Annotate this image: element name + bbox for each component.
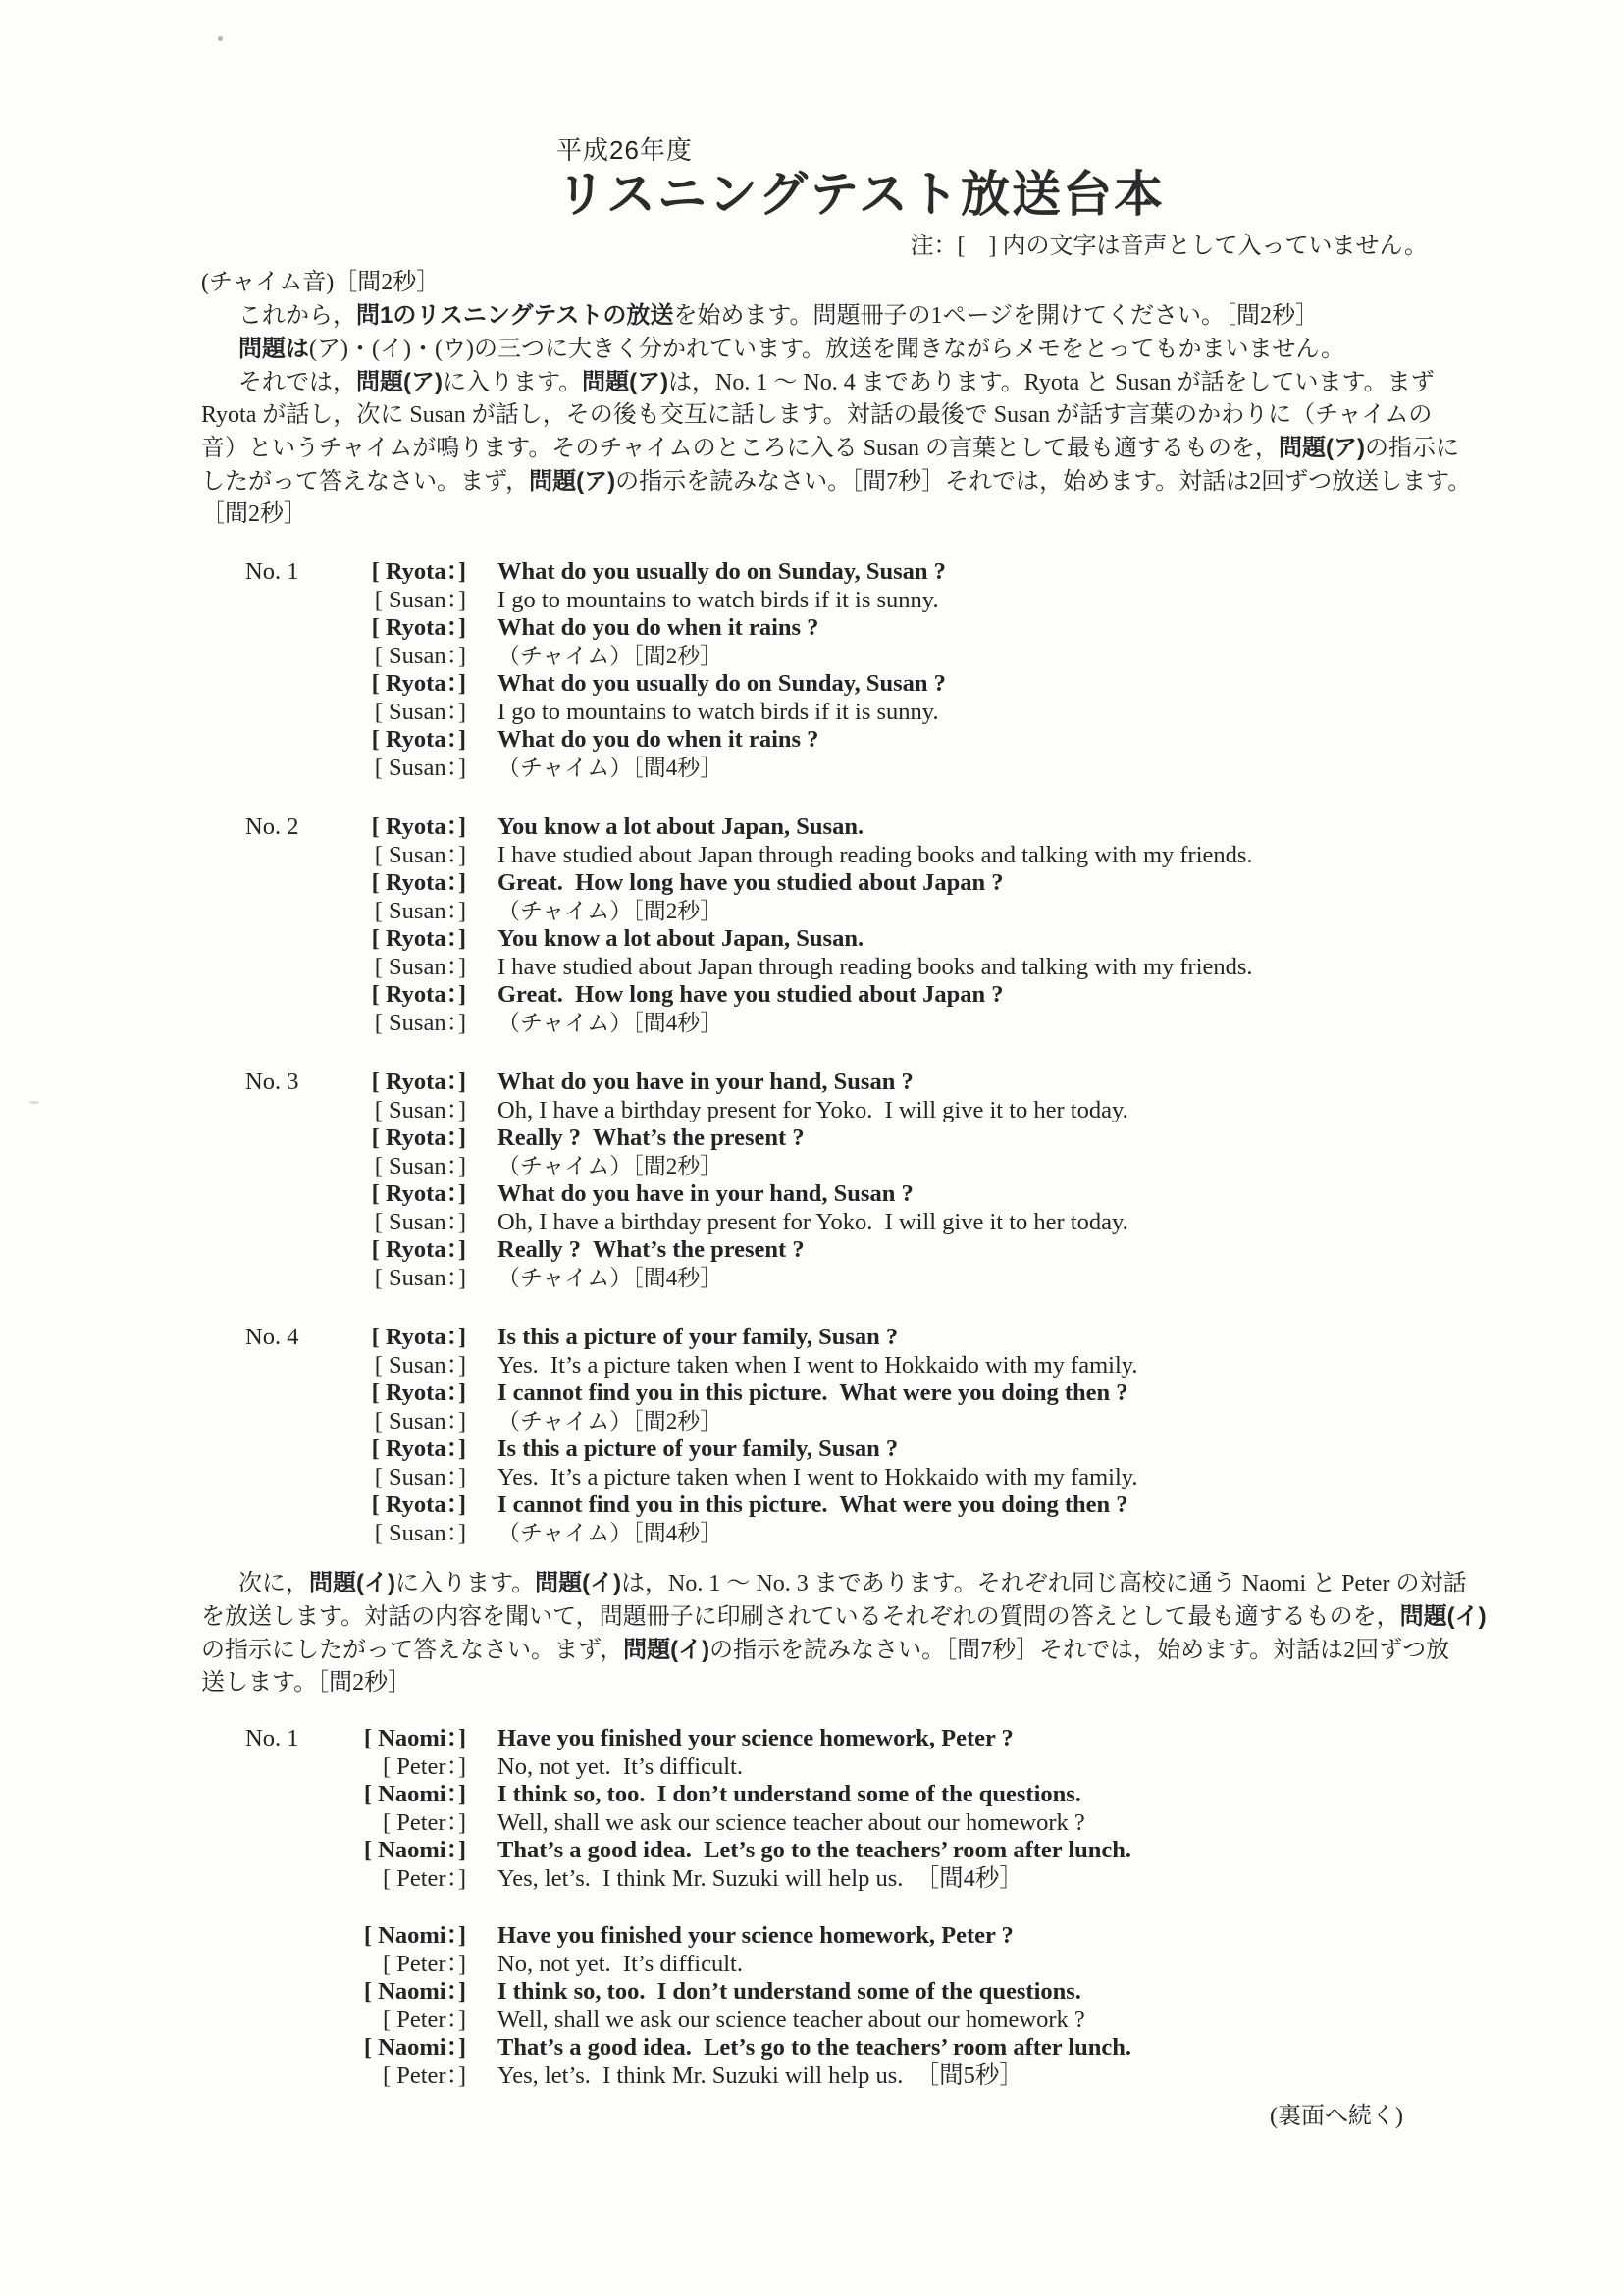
emphasized-text: 問1のリスニングテストの放送 bbox=[356, 302, 674, 329]
paragraph-text: 音）というチャイムが鳴ります。そのチャイムのところに入る Susan の言葉として最も適するものを， bbox=[201, 436, 1279, 461]
speaker-label: [ Susan：] bbox=[374, 754, 466, 781]
dialogue-row bbox=[201, 2034, 1428, 2062]
speaker-label: [ Ryota：] bbox=[371, 1324, 466, 1350]
dialogue-row bbox=[201, 1408, 1428, 1436]
dialogue-row bbox=[201, 1180, 1428, 1209]
scan-artifact bbox=[29, 1101, 39, 1104]
dialogue-row bbox=[201, 670, 1428, 699]
dialogue-row bbox=[201, 1464, 1428, 1492]
dialogue-text: I cannot find you in this picture. What were you doing then ? bbox=[497, 1380, 1128, 1406]
emphasized-text: 問題(ア) bbox=[582, 369, 669, 395]
dialogue-text: I think so, too. I don’t understand some of the questions. bbox=[497, 1781, 1081, 1807]
dialogue-block bbox=[201, 1324, 1428, 1547]
dialogue-text: What do you have in your hand, Susan ? bbox=[497, 1180, 914, 1207]
speaker-label: [ Ryota：] bbox=[371, 726, 466, 753]
intro-paragraph-2 bbox=[201, 333, 1428, 366]
dialogue-text: Yes, let’s. I think Mr. Suzuki will help us. ［間4秒］ bbox=[497, 1864, 1023, 1892]
speaker-label: [ Susan：] bbox=[374, 1519, 466, 1546]
question-number-label bbox=[245, 954, 343, 982]
dialogue-text: No, not yet. It’s difficult. bbox=[497, 1752, 743, 1780]
dialogue-row bbox=[201, 1491, 1428, 1520]
emphasized-text: 問題(イ) bbox=[309, 1570, 395, 1596]
question-number-label: No. 4 bbox=[245, 1324, 299, 1350]
speaker-label: [ Peter：] bbox=[382, 2006, 466, 2033]
paragraph-text: を始めます。問題冊子の1ページを開けてください。［間2秒］ bbox=[673, 303, 1320, 329]
dialogue-row bbox=[201, 1837, 1428, 1865]
dialogue-row bbox=[201, 614, 1428, 643]
speaker-label: [ Ryota：] bbox=[371, 1124, 466, 1151]
header bbox=[556, 135, 1428, 224]
question-number-label: No. 2 bbox=[245, 813, 299, 840]
dialogue-row bbox=[201, 925, 1428, 954]
dialogue-row bbox=[201, 1380, 1428, 1408]
speaker-label: [ Ryota：] bbox=[371, 1435, 466, 1462]
speaker-label: [ Susan：] bbox=[374, 1096, 466, 1123]
scan-artifact bbox=[218, 36, 223, 41]
dialogue-text: （チャイム）［間4秒］ bbox=[497, 1010, 723, 1035]
speaker-label: [ Peter：] bbox=[382, 1950, 466, 1977]
question-number-label bbox=[245, 1124, 343, 1153]
dialogue-row bbox=[201, 1922, 1428, 1951]
paragraph-text: は，No. 1 ～ No. 3 まであります。それぞれ同じ高校に通う Naomi と Peter の対話 bbox=[621, 1571, 1467, 1596]
speaker-label: [ Ryota：] bbox=[371, 813, 466, 840]
speaker-label: [ Ryota：] bbox=[371, 614, 466, 641]
question-number-label bbox=[245, 1408, 343, 1436]
section-b-intro-paragraph bbox=[201, 1567, 1487, 1699]
speaker-label: [ Ryota：] bbox=[371, 869, 466, 896]
dialogue-text: You know a lot about Japan, Susan. bbox=[497, 925, 864, 952]
question-number-label bbox=[245, 726, 343, 755]
speaker-label: [ Ryota：] bbox=[371, 981, 466, 1008]
speaker-label: [ Naomi：] bbox=[363, 1837, 466, 1863]
paragraph-line bbox=[201, 465, 1472, 498]
question-number-label bbox=[245, 1464, 343, 1492]
speaker-label: [ Susan：] bbox=[374, 1351, 466, 1379]
dialogue-text: Is this a picture of your family, Susan ? bbox=[497, 1435, 899, 1462]
dialogue-row bbox=[201, 813, 1428, 842]
dialogue-text: I think so, too. I don’t understand some of the questions. bbox=[497, 1978, 1081, 2005]
dialogue-row bbox=[201, 1951, 1428, 1979]
dialogue-row bbox=[201, 1352, 1428, 1381]
dialogue-row bbox=[201, 1153, 1428, 1181]
dialogue-row bbox=[201, 954, 1428, 982]
dialogue-text: Have you finished your science homework, Peter ? bbox=[497, 1922, 1014, 1949]
question-number-label bbox=[245, 1097, 343, 1125]
speaker-label: [ Susan：] bbox=[374, 1009, 466, 1036]
paragraph-text: Ryota が話し，次に Susan が話し，その後も交互に話します。対話の最後で Susan が話す言葉のかわりに（チャイムの bbox=[201, 402, 1433, 428]
question-number-label: No. 1 bbox=[245, 1725, 299, 1751]
paragraph-text: これから， bbox=[238, 303, 356, 329]
speaker-label: [ Naomi：] bbox=[363, 1922, 466, 1949]
dialogue-text: （チャイム）［間4秒］ bbox=[497, 755, 723, 780]
emphasized-text: 問題(ア) bbox=[529, 468, 616, 495]
dialogue-row bbox=[201, 1809, 1428, 1838]
dialogue-row bbox=[201, 699, 1428, 727]
question-number-label bbox=[245, 2034, 343, 2062]
emphasized-text: 問題(ア) bbox=[1278, 435, 1365, 461]
speaker-label: [ Ryota：] bbox=[371, 558, 466, 585]
speaker-label: [ Peter：] bbox=[382, 1864, 466, 1892]
question-number-label bbox=[245, 670, 343, 699]
speaker-label: [ Susan：] bbox=[374, 841, 466, 868]
question-number-label bbox=[245, 1978, 343, 2007]
era-year-label: 平成26年度 bbox=[556, 135, 693, 165]
paragraph-line bbox=[201, 498, 1428, 531]
paragraph-text: 送します。［間2秒］ bbox=[201, 1670, 412, 1696]
question-number-label bbox=[245, 1865, 343, 1894]
paragraph-text: (ア)・(イ)・(ウ)の三つに大きく分かれています。放送を聞きながらメモをとってもかまいません。 bbox=[309, 337, 1344, 362]
emphasized-text: 問題(イ) bbox=[535, 1570, 622, 1596]
dialogue-text: You know a lot about Japan, Susan. bbox=[497, 813, 864, 840]
speaker-label: [ Ryota：] bbox=[371, 1236, 466, 1263]
dialogue-text: That’s a good idea. Let’s go to the teachers’ room after lunch. bbox=[497, 2034, 1131, 2061]
speaker-label: [ Susan：] bbox=[374, 1208, 466, 1235]
page-title: リスニングテスト放送台本 bbox=[556, 167, 1165, 222]
dialogue-row bbox=[201, 558, 1428, 587]
dialogue-text: I cannot find you in this picture. What were you doing then ? bbox=[497, 1491, 1128, 1518]
paragraph-line bbox=[201, 1600, 1487, 1634]
dialogue-block bbox=[201, 813, 1428, 1037]
dialogue-text: I have studied about Japan through reading books and talking with my friends. bbox=[497, 953, 1253, 980]
paragraph-text: の指示に bbox=[1364, 436, 1459, 461]
section-a-intro-paragraph bbox=[201, 366, 1472, 531]
speaker-label: [ Ryota：] bbox=[371, 670, 466, 697]
paragraph-line bbox=[201, 299, 1428, 333]
intro-paragraph-1 bbox=[201, 299, 1428, 333]
question-number-label bbox=[245, 1380, 343, 1408]
question-number-label bbox=[245, 2062, 343, 2091]
dialogue-text: I go to mountains to watch birds if it is sunny. bbox=[497, 586, 939, 613]
bracket-note: 注：[ ] 内の文字は音声として入っていません。 bbox=[910, 234, 1428, 259]
question-number-label bbox=[245, 1352, 343, 1381]
dialogue-text: What do you usually do on Sunday, Susan ? bbox=[497, 670, 946, 697]
question-number-label: No. 1 bbox=[245, 558, 299, 585]
dialogue-row bbox=[201, 869, 1428, 898]
speaker-label: [ Naomi：] bbox=[363, 1725, 466, 1751]
speaker-label: [ Peter：] bbox=[382, 1752, 466, 1780]
question-number-label bbox=[245, 699, 343, 727]
dialogue-text: Well, shall we ask our science teacher about our homework ? bbox=[497, 2006, 1085, 2033]
dialogue-row bbox=[201, 755, 1428, 783]
dialogue-text: （チャイム）［間4秒］ bbox=[497, 1265, 723, 1290]
dialogue-row bbox=[201, 1865, 1428, 1894]
dialogue-row bbox=[201, 1753, 1428, 1782]
emphasized-text: 問題(ア) bbox=[356, 369, 443, 395]
paragraph-text: を放送します。対話の内容を聞いて，問題冊子に印刷されているそれぞれの質問の答えとして最も適するものを， bbox=[201, 1604, 1400, 1630]
question-number-label bbox=[245, 842, 343, 870]
dialogue-text: Oh, I have a birthday present for Yoko. I will give it to her today. bbox=[497, 1208, 1128, 1235]
dialogue-row bbox=[201, 2007, 1428, 2035]
chime-sound-line: (チャイム音)［間2秒］ bbox=[201, 270, 441, 295]
dialogue-text: What do you do when it rains ? bbox=[497, 726, 819, 753]
paragraph-line bbox=[201, 333, 1428, 366]
speaker-label: [ Peter：] bbox=[382, 2061, 466, 2089]
speaker-label: [ Susan：] bbox=[374, 897, 466, 924]
dialogue-text: Great. How long have you studied about Japan ? bbox=[497, 981, 1004, 1008]
question-number-label bbox=[245, 1809, 343, 1838]
dialogue-row bbox=[201, 1520, 1428, 1548]
dialogue-section-b bbox=[201, 1725, 1428, 2090]
dialogue-text: Yes. It’s a picture taken when I went to Hokkaido with my family. bbox=[497, 1351, 1138, 1379]
speaker-label: [ Ryota：] bbox=[371, 1380, 466, 1406]
question-number-label bbox=[245, 614, 343, 643]
question-number-label bbox=[245, 898, 343, 926]
dialogue-row bbox=[201, 1978, 1428, 2007]
dialogue-text: （チャイム）［間2秒］ bbox=[497, 898, 723, 923]
speaker-label: [ Ryota：] bbox=[371, 1491, 466, 1518]
dialogue-row bbox=[201, 1010, 1428, 1038]
question-number-label bbox=[245, 981, 343, 1010]
question-number-label bbox=[245, 587, 343, 615]
question-number-label bbox=[245, 869, 343, 898]
question-number-label bbox=[245, 925, 343, 954]
dialogue-text: That’s a good idea. Let’s go to the teachers’ room after lunch. bbox=[497, 1837, 1131, 1863]
dialogue-row bbox=[201, 643, 1428, 671]
dialogue-row bbox=[201, 1265, 1428, 1293]
dialogue-text: Is this a picture of your family, Susan ? bbox=[497, 1324, 899, 1350]
dialogue-row bbox=[201, 1097, 1428, 1125]
question-number-label bbox=[245, 1435, 343, 1464]
paragraph-line bbox=[201, 1667, 1428, 1699]
question-number-label bbox=[245, 1753, 343, 1782]
dialogue-row bbox=[201, 1435, 1428, 1464]
dialogue-block bbox=[201, 558, 1428, 782]
question-number-label bbox=[245, 1265, 343, 1293]
speaker-label: [ Ryota：] bbox=[371, 1069, 466, 1095]
dialogue-row bbox=[201, 1781, 1428, 1809]
speaker-label: [ Susan：] bbox=[374, 953, 466, 980]
speaker-label: [ Naomi：] bbox=[363, 1781, 466, 1807]
dialogue-text: What do you usually do on Sunday, Susan ? bbox=[497, 558, 946, 585]
dialogue-row bbox=[201, 1124, 1428, 1153]
dialogue-text: Yes, let’s. I think Mr. Suzuki will help us. ［間5秒］ bbox=[497, 2061, 1023, 2089]
emphasized-text: 問題(イ) bbox=[623, 1637, 710, 1663]
paragraph-text: は，No. 1 ～ No. 4 まであります。Ryota と Susan が話をしています。まず bbox=[668, 370, 1435, 395]
dialogue-row bbox=[201, 842, 1428, 870]
speaker-label: [ Susan：] bbox=[374, 642, 466, 669]
paragraph-text: の指示を読みなさい。［間7秒］それでは，始めます。対話は2回ずつ放送します。 bbox=[615, 469, 1472, 495]
paragraph-text: に入ります。 bbox=[442, 370, 583, 395]
paragraph-text: の指示を読みなさい。［間7秒］それでは，始めます。対話は2回ずつ放 bbox=[709, 1638, 1450, 1663]
question-number-label bbox=[245, 643, 343, 671]
question-number-label bbox=[245, 1520, 343, 1548]
dialogue-text: Really ? What’s the present ? bbox=[497, 1124, 805, 1151]
dialogue-text: Yes. It’s a picture taken when I went to Hokkaido with my family. bbox=[497, 1463, 1138, 1490]
dialogue-block bbox=[201, 1069, 1428, 1292]
dialogue-text: （チャイム）［間4秒］ bbox=[497, 1520, 723, 1545]
question-number-label bbox=[245, 1922, 343, 1951]
paragraph-text: それでは， bbox=[238, 370, 356, 395]
emphasized-text: 問題(イ) bbox=[1399, 1603, 1487, 1630]
dialogue-block bbox=[201, 1922, 1428, 2090]
dialogue-text: What do you have in your hand, Susan ? bbox=[497, 1069, 914, 1095]
speaker-label: [ Susan：] bbox=[374, 698, 466, 725]
dialogue-row bbox=[201, 2062, 1428, 2091]
question-number-label bbox=[245, 2007, 343, 2035]
speaker-label: [ Ryota：] bbox=[371, 925, 466, 952]
question-number-label bbox=[245, 1781, 343, 1809]
speaker-label: [ Naomi：] bbox=[363, 1978, 466, 2005]
dialogue-block bbox=[201, 1725, 1428, 1893]
dialogue-row bbox=[201, 1725, 1428, 1753]
dialogue-text: I go to mountains to watch birds if it is sunny. bbox=[497, 698, 939, 725]
dialogue-text: （チャイム）［間2秒］ bbox=[497, 643, 723, 668]
dialogue-text: Oh, I have a birthday present for Yoko. I will give it to her today. bbox=[497, 1096, 1128, 1123]
question-number-label bbox=[245, 1180, 343, 1209]
question-number-label bbox=[245, 755, 343, 783]
speaker-label: [ Naomi：] bbox=[363, 2034, 466, 2061]
emphasized-text: 問題は bbox=[238, 336, 309, 362]
dialogue-row bbox=[201, 981, 1428, 1010]
paragraph-line bbox=[201, 399, 1433, 432]
dialogue-text: Great. How long have you studied about Japan ? bbox=[497, 869, 1004, 896]
footer-note: (裏面へ続く) bbox=[1270, 2104, 1403, 2129]
speaker-label: [ Susan：] bbox=[374, 1463, 466, 1490]
dialogue-row bbox=[201, 1236, 1428, 1265]
paragraph-line bbox=[201, 1567, 1467, 1600]
dialogue-row bbox=[201, 726, 1428, 755]
dialogue-text: Well, shall we ask our science teacher about our homework ? bbox=[497, 1808, 1085, 1836]
question-number-label bbox=[245, 1837, 343, 1865]
dialogue-text: Have you finished your science homework, Peter ? bbox=[497, 1725, 1014, 1751]
speaker-label: [ Susan：] bbox=[374, 1152, 466, 1179]
speaker-label: [ Ryota：] bbox=[371, 1180, 466, 1207]
dialogue-text: Really ? What’s the present ? bbox=[497, 1236, 805, 1263]
paragraph-text: の指示にしたがって答えなさい。まず， bbox=[201, 1638, 624, 1663]
dialogue-section-a bbox=[201, 558, 1428, 1547]
dialogue-row bbox=[201, 1324, 1428, 1352]
dialogue-text: What do you do when it rains ? bbox=[497, 614, 819, 641]
question-number-label: No. 3 bbox=[245, 1069, 299, 1095]
paragraph-line bbox=[201, 1634, 1450, 1667]
question-number-label bbox=[245, 1491, 343, 1520]
paragraph-text: 次に， bbox=[238, 1571, 309, 1596]
dialogue-text: I have studied about Japan through reading books and talking with my friends. bbox=[497, 841, 1253, 868]
speaker-label: [ Susan：] bbox=[374, 586, 466, 613]
question-number-label bbox=[245, 1236, 343, 1265]
question-number-label bbox=[245, 1951, 343, 1979]
speaker-label: [ Peter：] bbox=[382, 1808, 466, 1836]
dialogue-text: No, not yet. It’s difficult. bbox=[497, 1950, 743, 1977]
speaker-label: [ Susan：] bbox=[374, 1407, 466, 1435]
paragraph-line bbox=[201, 366, 1435, 399]
speaker-label: [ Susan：] bbox=[374, 1264, 466, 1291]
paragraph-text: ［間2秒］ bbox=[201, 501, 307, 527]
dialogue-text: （チャイム）［間2秒］ bbox=[497, 1408, 723, 1434]
paragraph-text: したがって答えなさい。まず， bbox=[201, 469, 530, 495]
question-number-label bbox=[245, 1209, 343, 1237]
dialogue-text: （チャイム）［間2秒］ bbox=[497, 1153, 723, 1178]
dialogue-row bbox=[201, 1209, 1428, 1237]
dialogue-row bbox=[201, 587, 1428, 615]
dialogue-row bbox=[201, 898, 1428, 926]
question-number-label bbox=[245, 1153, 343, 1181]
paragraph-line bbox=[201, 432, 1459, 465]
dialogue-row bbox=[201, 1069, 1428, 1097]
paragraph-text: に入ります。 bbox=[394, 1571, 536, 1596]
question-number-label bbox=[245, 1010, 343, 1038]
